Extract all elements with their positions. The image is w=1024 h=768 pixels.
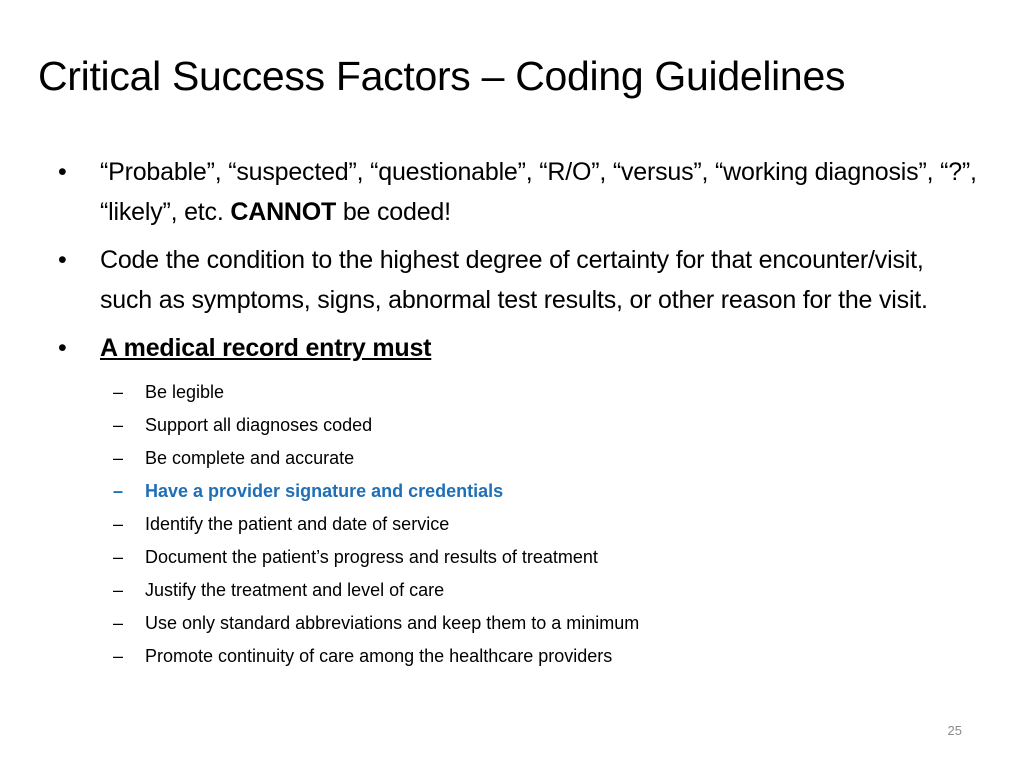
dash-marker: – <box>113 415 124 435</box>
bullet-uncertain-terms <box>0 152 980 232</box>
sub-item-text: Promote continuity of care among the healthcare providers <box>145 646 613 666</box>
bullet-highest-certainty <box>0 240 980 320</box>
dash-marker: – <box>113 448 124 468</box>
dash-marker: – <box>113 547 124 567</box>
bullet-dot: • <box>58 246 67 274</box>
bullet-text-lead: “Probable”, “suspected”, “questionable”, “R/O”, “versus”, “working diagnosis”, “?”, “likely”, etc. <box>100 158 977 226</box>
sub-item <box>0 541 1024 574</box>
sub-item-text: Document the patient’s progress and results of treatment <box>145 547 598 567</box>
sub-item-text: Use only standard abbreviations and keep them to a minimum <box>145 613 640 633</box>
sub-item-text: Be legible <box>145 382 225 402</box>
slide-title: Critical Success Factors – Coding Guidelines <box>38 53 846 99</box>
bullet-dot: • <box>58 334 67 362</box>
sub-item <box>0 442 1024 475</box>
sub-item-text: Identify the patient and date of service <box>145 514 450 534</box>
bullet-dot: • <box>58 158 67 186</box>
bullet-text-emphasis: CANNOT <box>230 198 337 226</box>
bullet-medical-record-entry <box>0 328 980 368</box>
dash-marker: – <box>113 382 124 402</box>
bullet-text-tail: be coded! <box>342 198 451 226</box>
sub-item <box>0 376 1024 409</box>
sub-item <box>0 640 1024 673</box>
sub-item <box>0 409 1024 442</box>
bullet-heading: A medical record entry must <box>100 334 432 362</box>
sub-item <box>0 607 1024 640</box>
sub-item <box>0 508 1024 541</box>
slide-body <box>0 152 1024 673</box>
sub-item-text: Have a provider signature and credentials <box>145 481 504 501</box>
page-number: 25 <box>947 723 962 738</box>
sub-item <box>0 574 1024 607</box>
sub-item-highlighted <box>0 475 1024 508</box>
sub-item-list <box>0 376 1024 673</box>
sub-item-text: Justify the treatment and level of care <box>145 580 445 600</box>
sub-item-text: Support all diagnoses coded <box>145 415 373 435</box>
dash-marker: – <box>113 580 124 600</box>
dash-marker: – <box>113 613 124 633</box>
dash-marker: – <box>113 514 124 534</box>
bullet-text: Code the condition to the highest degree of certainty for that encounter/visit, such as symptoms, signs, abnormal test results, or other reason for the visit. <box>100 246 928 314</box>
dash-marker: – <box>113 646 124 666</box>
sub-item-text: Be complete and accurate <box>145 448 355 468</box>
dash-marker: – <box>113 481 124 501</box>
